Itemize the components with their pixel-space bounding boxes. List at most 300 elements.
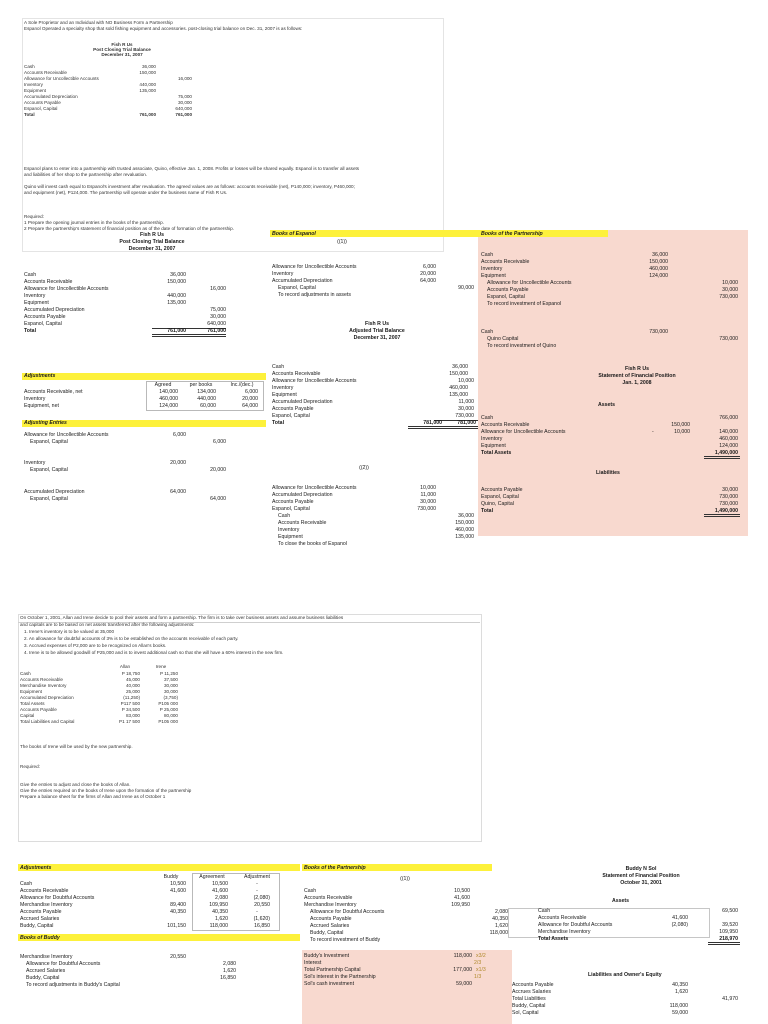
sfp-asset: Allowance for Uncollectible Accounts — [481, 429, 566, 435]
buddy-a: 41,600 — [170, 888, 186, 894]
sfp-asset: Accounts Receivable — [481, 422, 530, 428]
calc-row: Sol's interest in the Partnership — [304, 974, 376, 980]
sfp-minus: - — [652, 429, 654, 435]
assets-label: Assets — [598, 402, 616, 408]
esp-j1-d: 64,000 — [420, 278, 436, 284]
adj-row-label: Inventory — [24, 396, 46, 402]
buddy-b: 109,950 — [209, 902, 228, 908]
bsfp-liab-a: 1,620 — [675, 989, 688, 995]
header-line-2: Espanol Operated a specialty shop that sold fishing equipment and accessories. post-closing trial balance on Dec. 31, 2007 is as follows: — [24, 26, 303, 31]
tb-credit: 16,000 — [210, 286, 226, 292]
calc-f: 1/3 — [474, 974, 482, 980]
bsfp-asset: Merchandise Inventory — [538, 929, 591, 935]
para2-line-2: and equipment (net), P124,000. The partnership will operate under the business name of Fish R Us. — [24, 190, 228, 195]
tb-label: Cash — [24, 272, 37, 278]
buddy-a: 89,400 — [170, 902, 186, 908]
required-1: 1 Prepare the opening journal entries in the books of the partnership. — [24, 220, 164, 225]
header-line-1: A Sole Proprietor and an Individual with NO Business Form a Partnership — [24, 20, 173, 25]
buddy-partnership-label: Books of the Partnership — [304, 865, 366, 871]
adj-inc: 64,000 — [242, 403, 258, 409]
bsfp-assets-label: Assets — [612, 898, 630, 904]
adj-inc: 6,000 — [245, 389, 258, 395]
p-j1-c: 10,000 — [722, 280, 738, 286]
buddy-c: 20,550 — [254, 902, 270, 908]
esp-j2-c: 150,000 — [455, 520, 474, 526]
esp-j2: Accounts Receivable — [278, 520, 327, 526]
books-partnership-label: Books of the Partnership — [481, 231, 543, 237]
bp-row: Cash — [304, 888, 317, 894]
p2-text: 3. Accrued expenses of P2,000 are to be recognized on Allan's books. — [24, 643, 167, 648]
bb-c: 16,850 — [220, 975, 236, 981]
calc-row: Buddy's Investment — [304, 953, 350, 959]
buddy-worksheet — [18, 864, 758, 1024]
buddy-row: Cash — [20, 881, 33, 887]
sfp-title-1: Fish R Us — [625, 366, 649, 372]
p2-allan: 83,000 — [125, 713, 140, 718]
buddy-entry-number: ((1)) — [400, 876, 410, 882]
buddy-a: 10,500 — [170, 881, 186, 887]
mini-title-2: Post Closing Trial Balance — [93, 47, 151, 52]
bsfp-liab-a: 59,000 — [672, 1010, 688, 1016]
bp-c: 2,080 — [495, 909, 508, 915]
adjustments-label: Adjustments — [24, 373, 56, 379]
mini-row: Accumulated Depreciation 75,000 — [24, 94, 192, 99]
bb-row: Accrued Salaries — [26, 968, 66, 974]
adj-entry-dr: Accumulated Depreciation — [24, 489, 85, 495]
esp-j2: Accumulated Depreciation — [272, 492, 333, 498]
bp-row: Accrued Salaries — [310, 923, 350, 929]
adj-entry-dr-amt: 6,000 — [173, 432, 186, 438]
atb-title-2: Adjusted Trial Balance — [349, 328, 405, 334]
bsfp-asset-b: 109,950 — [719, 929, 738, 935]
problem-1-header — [22, 18, 442, 250]
sfp-liab-b: 730,000 — [719, 501, 738, 507]
esp-j2-c: 36,000 — [458, 513, 474, 519]
required-title: Required: — [24, 214, 44, 219]
adj-inc: 20,000 — [242, 396, 258, 402]
sfp-asset-b: 140,000 — [719, 429, 738, 435]
sfp-liab-total-value: 1,490,000 — [714, 508, 738, 514]
sfp-asset: Cash — [481, 415, 494, 421]
adj-agreed: 140,000 — [159, 389, 178, 395]
buddy-a: 101,150 — [167, 923, 186, 929]
p2-irene: 30,000 — [163, 689, 178, 694]
p2-allan: (11,250) — [123, 695, 140, 700]
buddy-c: (1,620) — [253, 916, 270, 922]
p-j1: Cash — [481, 252, 494, 258]
bb-c: 2,080 — [223, 961, 236, 967]
bb-c: 1,620 — [223, 968, 236, 974]
adj-row-label: Equipment, net — [24, 403, 59, 409]
atb-title-3: December 31, 2007 — [353, 335, 401, 341]
sfp-asset-a: 150,000 — [671, 422, 690, 428]
bsfp-total-assets-value: 218,970 — [719, 936, 738, 942]
bsfp-title-3: October 31, 2001 — [620, 880, 662, 886]
buddy-col: Agreement — [199, 874, 225, 880]
p2-row: Accounts Payable — [20, 707, 57, 712]
buddy-row: Buddy, Capital — [20, 923, 54, 929]
p2-required: Give the entries to adjust and close the books of Allan. — [20, 782, 131, 787]
p2-irene: P 25,000 — [159, 707, 178, 712]
atb-row: Espanol, Capital — [272, 413, 310, 419]
p2-irene: 30,000 — [163, 683, 178, 688]
p2-allan: 25,000 — [125, 689, 140, 694]
p-j2-d: 730,000 — [649, 329, 668, 335]
p2-required: Give the entries required on the books of Irene upon the formation of the partnership — [20, 788, 192, 793]
bp-row: Merchandise Inventory — [304, 902, 357, 908]
books-buddy-label: Books of Buddy — [20, 935, 60, 941]
p2-row: Accounts Receivable — [20, 677, 63, 682]
buddy-c: - — [256, 888, 258, 894]
atb-row: Accounts Receivable — [272, 371, 321, 377]
sfp-total-assets: Total Assets — [481, 450, 512, 456]
sfp-asset-b: 460,000 — [719, 436, 738, 442]
adj-entry-dr-amt: 64,000 — [170, 489, 186, 495]
mini-row: Accounts Payable 30,000 — [24, 100, 192, 105]
atb-c: 30,000 — [458, 406, 474, 412]
tb-debit: 36,000 — [170, 272, 186, 278]
esp-j2-d: 11,000 — [420, 492, 436, 498]
mini-row: Allowance for Uncollectible Accounts 16,000 — [24, 76, 192, 81]
tb-title-3: December 31, 2007 — [128, 246, 176, 252]
sfp-asset: Inventory — [481, 436, 503, 442]
adj-entry-cr: Espanol, Capital — [30, 467, 68, 473]
bp-memo: To record investment of Buddy — [310, 937, 381, 943]
buddy-col: Adjustment — [244, 874, 270, 880]
sfp-liab-b: 30,000 — [722, 487, 738, 493]
sfp-asset-a: 10,000 — [674, 429, 690, 435]
adj-entry-dr-amt: 20,000 — [170, 460, 186, 466]
sfp-total-assets-value: 1,490,000 — [714, 450, 738, 456]
atb-total: Total — [272, 420, 285, 426]
required-2: 2 Prepare the partnership's statement of financial position as of the date of formation of the partnership. — [24, 226, 235, 231]
p2-text: and capitals are to be based on net assets transferred after the following adjustments: — [20, 622, 195, 627]
bsfp-total-assets: Total Assets — [538, 936, 569, 942]
bsfp-liab: Accounts Payable — [512, 982, 554, 988]
esp-j1-d: 6,000 — [423, 264, 436, 270]
p-j1-c: 30,000 — [722, 287, 738, 293]
esp-j2-d: 10,000 — [420, 485, 436, 491]
mini-trial-balance — [24, 64, 194, 128]
atb-row: Allowance for Uncollectible Accounts — [272, 378, 357, 384]
bp-row: Allowance for Doubtful Accounts — [310, 909, 385, 915]
sfp-asset-b: 766,000 — [719, 415, 738, 421]
adj-agreed: 124,000 — [159, 403, 178, 409]
p2-allan: 40,000 — [125, 683, 140, 688]
atb-d: 135,000 — [449, 392, 468, 398]
bsfp-liab-b: 41,970 — [722, 996, 738, 1002]
sfp-liab: Espanol, Capital — [481, 494, 519, 500]
bb-row: Merchandise Inventory — [20, 954, 73, 960]
bb-memo: To record adjustments in Buddy's Capital — [26, 982, 120, 988]
adj-entry-cr: Espanol, Capital — [30, 439, 68, 445]
adj-col-books: per books — [189, 382, 213, 388]
esp-j2: Accounts Payable — [272, 499, 314, 505]
atb-title-1: Fish R Us — [365, 321, 389, 327]
atb-row: Equipment — [272, 392, 297, 398]
tb-label: Equipment — [24, 300, 49, 306]
bsfp-liab: Sol, Capital — [512, 1010, 539, 1016]
adj-entry-dr: Inventory — [24, 460, 46, 466]
buddy-c: (2,080) — [253, 895, 270, 901]
esp-j2: Inventory — [278, 527, 300, 533]
calc-f: x1/3 — [476, 967, 486, 973]
adj-entry-cr: Espanol, Capital — [30, 496, 68, 502]
buddy-a: 40,350 — [170, 909, 186, 915]
bp-d: 41,600 — [454, 895, 470, 901]
buddy-col: Buddy — [163, 874, 179, 880]
buddy-row: Accounts Receivable — [20, 888, 69, 894]
buddy-b: 118,000 — [209, 923, 228, 929]
atb-c: 10,000 — [458, 378, 474, 384]
adjusting-entries-label: Adjusting Entries — [24, 420, 67, 426]
adj-col-inc: Inc./(dec.) — [230, 382, 254, 388]
sfp-title-2: Statement of Financial Position — [598, 373, 676, 379]
tb-label: Allowance for Uncollectible Accounts — [24, 286, 109, 292]
atb-row: Inventory — [272, 385, 294, 391]
bp-row: Accounts Receivable — [304, 895, 353, 901]
p2-note: The books of Irene will be used by the new partnership. — [20, 744, 133, 749]
tb-title-2: Post Closing Trial Balance — [119, 239, 185, 245]
bsfp-liab: Buddy, Capital — [512, 1003, 546, 1009]
calc-row: Sol's cash investment — [304, 981, 355, 987]
p2-allan: P 34,500 — [121, 707, 140, 712]
bp-c: 40,350 — [492, 916, 508, 922]
buddy-row: Allowance for Doubtful Accounts — [20, 895, 95, 901]
calc-row: Total Partnership Capital — [304, 967, 361, 973]
p2-row: Capital — [20, 713, 35, 718]
bp-c: 1,620 — [495, 923, 508, 929]
bp-d: 10,500 — [454, 888, 470, 894]
bsfp-asset-b: 39,520 — [722, 922, 738, 928]
bsfp-title-1: Buddy N Sol — [625, 866, 657, 872]
esp-j1: Espanol, Capital — [278, 285, 316, 291]
tb-debit: 440,000 — [167, 293, 186, 299]
books-espanol-label: Books of Espanol — [272, 231, 316, 237]
tb-credit: 30,000 — [210, 314, 226, 320]
p-j1-d: 460,000 — [649, 266, 668, 272]
adj-entry-dr: Allowance for Uncollectible Accounts — [24, 432, 109, 438]
buddy-b: 41,600 — [212, 888, 228, 894]
p2-irene: P105 000 — [158, 719, 178, 724]
tb-label: Accounts Receivable — [24, 279, 73, 285]
p2-allan: P 18,750 — [121, 671, 140, 676]
problem-2 — [18, 614, 482, 842]
p2-allan: 45,000 — [125, 677, 140, 682]
esp-j2: Cash — [278, 513, 291, 519]
espanol-entry-1-number: ((1)) — [337, 239, 347, 245]
esp-j1-memo: To record adjustments in assets — [278, 292, 351, 298]
bb-row: Buddy, Capital — [26, 975, 60, 981]
tb-total-debit: 761,000 — [167, 328, 186, 334]
bb-row: Allowance for Doubtful Accounts — [26, 961, 101, 967]
buddy-b: 40,350 — [212, 909, 228, 915]
adj-books: 60,000 — [200, 403, 216, 409]
sfp-asset: Equipment — [481, 443, 506, 449]
bsfp-title-2: Statement of Financial Position — [602, 873, 680, 879]
p-j2-c: 730,000 — [719, 336, 738, 342]
tb-total-label: Total — [24, 328, 37, 334]
esp-j1: Accumulated Depreciation — [272, 278, 333, 284]
tb-debit: 150,000 — [167, 279, 186, 285]
adj-row-label: Accounts Receivable, net — [24, 389, 83, 395]
p2-irene: 80,000 — [163, 713, 178, 718]
para2-line-1: Quino will invest cash equal to Espanol's investment after revaluation. The agreed values are as follows: accounts receivable (net), P140,000; inventory, P460,000; — [24, 184, 355, 189]
para1-line-1: Espanol plans to enter into a partnership with trusted associate, Quino, effective Jan. 1, 2008. Profits or losses will be shared equally. Espanol is to transfer all assets — [24, 166, 360, 171]
p-j2-memo: To record investment of Quino — [487, 343, 557, 349]
tb-total-credit: 761,000 — [207, 328, 226, 334]
p2-text: On October 1, 2001, Allan and Irene decide to pool their assets and form a partnership. The firm is to take over business assets and assume business liabilities — [20, 615, 344, 620]
mini-title-3: December 31, 2007 — [101, 52, 143, 57]
atb-d: 150,000 — [449, 371, 468, 377]
p2-allan: P117 500 — [120, 701, 140, 706]
calc-f: x3/2 — [476, 953, 486, 959]
p2-text: 1. Irene's inventory is to be valued at 35,000 — [24, 629, 115, 634]
para1-line-2: and liabilities of her shop to the partnership after revaluation. — [24, 172, 148, 177]
tb-label: Inventory — [24, 293, 46, 299]
sfp-liab-b: 730,000 — [719, 494, 738, 500]
calc-f: 2/3 — [474, 960, 482, 966]
p2-row: Accumulated Depreciation — [20, 695, 74, 700]
bsfp-liab-a: 118,000 — [669, 1003, 688, 1009]
calc-v: 59,000 — [456, 981, 472, 987]
esp-j2-c: 460,000 — [455, 527, 474, 533]
buddy-c: - — [256, 909, 258, 915]
p2-text: 4. Irene is to be allowed goodwill of P25,000 and is to invest additional cash so that she will have a 60% interest in the new firm. — [24, 650, 284, 655]
calc-v: 177,000 — [453, 967, 472, 973]
sfp-liab: Accounts Payable — [481, 487, 523, 493]
atb-total-c: 781,000 — [457, 420, 476, 426]
p2-irene: 37,500 — [163, 677, 178, 682]
p2-row: Cash — [20, 671, 31, 676]
tb-debit: 135,000 — [167, 300, 186, 306]
adj-agreed: 460,000 — [159, 396, 178, 402]
esp-j2-c: 135,000 — [455, 534, 474, 540]
p-j1-memo: To record investment of Espanol — [487, 301, 562, 307]
p2-col-irene: Irene — [155, 664, 167, 669]
buddy-c: 16,850 — [254, 923, 270, 929]
bsfp-liab: Accrues Salaries — [512, 989, 551, 995]
esp-j1: Allowance for Uncollectible Accounts — [272, 264, 357, 270]
calc-v: 118,000 — [453, 953, 472, 959]
tb-credit: 640,000 — [207, 321, 226, 327]
p2-row: Equipment — [20, 689, 42, 694]
sfp-liab-total: Total — [481, 508, 494, 514]
esp-j2: Espanol, Capital — [272, 506, 310, 512]
fish-r-us-worksheet — [22, 230, 752, 580]
mini-row: Inventory 440,000 — [24, 82, 156, 87]
p-j1-d: 124,000 — [649, 273, 668, 279]
bsfp-asset: Accounts Receivable — [538, 915, 587, 921]
bsfp-asset: Cash — [538, 908, 551, 914]
bp-row: Accounts Payable — [310, 916, 352, 922]
mini-row: Cash 36,000 — [24, 64, 156, 69]
mini-row: Accounts Receivable 150,000 — [24, 70, 156, 75]
p-j2: Quino Capital — [487, 336, 519, 342]
buddy-row: Accrued Salaries — [20, 916, 60, 922]
adj-entry-cr-amt: 6,000 — [213, 439, 226, 445]
p2-allan: P1 17 500 — [119, 719, 140, 724]
atb-c: 730,000 — [455, 413, 474, 419]
mini-row: Espanol, Capital 640,000 — [24, 106, 192, 111]
bsfp-liab: Total Liabilities — [512, 996, 546, 1002]
esp-j1: Inventory — [272, 271, 294, 277]
p-j1: Accounts Receivable — [481, 259, 530, 265]
sfp-title-3: Jan. 1, 2008 — [622, 380, 652, 386]
adj-entry-cr-amt: 64,000 — [210, 496, 226, 502]
esp-j2-d: 730,000 — [417, 506, 436, 512]
atb-row: Cash — [272, 364, 285, 370]
bsfp-liab-label: Liabilities and Owner's Equity — [588, 972, 662, 978]
p-j1: Accounts Payable — [487, 287, 529, 293]
buddy-adj-label: Adjustments — [20, 865, 52, 871]
bp-row: Buddy, Capital — [310, 930, 344, 936]
tb-title-1: Fish R Us — [140, 232, 164, 238]
adj-books: 134,000 — [197, 389, 216, 395]
p2-irene: P 11,250 — [160, 671, 178, 676]
buddy-b: 1,620 — [215, 916, 228, 922]
tb-credit: 75,000 — [210, 307, 226, 313]
esp-j2: Allowance for Uncollectible Accounts — [272, 485, 357, 491]
atb-d: 460,000 — [449, 385, 468, 391]
p-j1-d: 36,000 — [652, 252, 668, 258]
sfp-asset-b: 124,000 — [719, 443, 738, 449]
p-j1: Allowance for Uncollectible Accounts — [487, 280, 572, 286]
p2-text: 2. An allowance for doubtful accounts of 3% is to be established on the accounts receivable of each party. — [24, 636, 239, 641]
atb-total-d: 781,000 — [423, 420, 442, 426]
tb-label: Espanol, Capital — [24, 321, 62, 327]
esp-j2-d: 30,000 — [420, 499, 436, 505]
p-j1-d: 150,000 — [649, 259, 668, 265]
mini-row: Equipment 135,000 — [24, 88, 156, 93]
adj-entry-cr-amt: 20,000 — [210, 467, 226, 473]
p2-required: Required: — [20, 764, 40, 769]
atb-c: 11,000 — [458, 399, 474, 405]
p2-irene: (3,750) — [163, 695, 178, 700]
esp-j1-d: 20,000 — [420, 271, 436, 277]
buddy-row: Accounts Payable — [20, 909, 62, 915]
sfp-liab: Quino, Capital — [481, 501, 514, 507]
buddy-b: 2,080 — [215, 895, 228, 901]
p2-row: Total Assets — [20, 701, 45, 706]
atb-d: 36,000 — [452, 364, 468, 370]
tb-label: Accumulated Depreciation — [24, 307, 85, 313]
bsfp-asset-a: 41,600 — [672, 915, 688, 921]
esp-j1-c: 90,000 — [458, 285, 474, 291]
p-j1: Espanol, Capital — [487, 294, 525, 300]
buddy-b: 10,500 — [212, 881, 228, 887]
p2-row: Total Liabilities and Capital — [20, 719, 75, 724]
liabilities-label: Liabilities — [596, 470, 620, 476]
p2-col-allan: Allan — [119, 664, 131, 669]
p-j1-c: 730,000 — [719, 294, 738, 300]
atb-row: Accumulated Depreciation — [272, 399, 333, 405]
adj-col-agreed: Agreed — [154, 382, 172, 388]
bp-d: 109,950 — [451, 902, 470, 908]
mini-title-1: Fish R Us — [111, 42, 133, 47]
tb-label: Accounts Payable — [24, 314, 66, 320]
bsfp-liab-a: 40,350 — [672, 982, 688, 988]
p2-row: Merchandise Inventory — [20, 683, 67, 688]
atb-row: Accounts Payable — [272, 406, 314, 412]
p-j1: Inventory — [481, 266, 503, 272]
p2-required: Prepare a balance sheet for the firms of Allan and Irene as of October 1 — [20, 794, 166, 799]
adj-books: 440,000 — [197, 396, 216, 402]
esp-j2-memo: To close the books of Espanol — [278, 541, 347, 547]
buddy-c: - — [256, 881, 258, 887]
bsfp-asset-b: 69,500 — [722, 908, 738, 914]
p-j1: Equipment — [481, 273, 506, 279]
